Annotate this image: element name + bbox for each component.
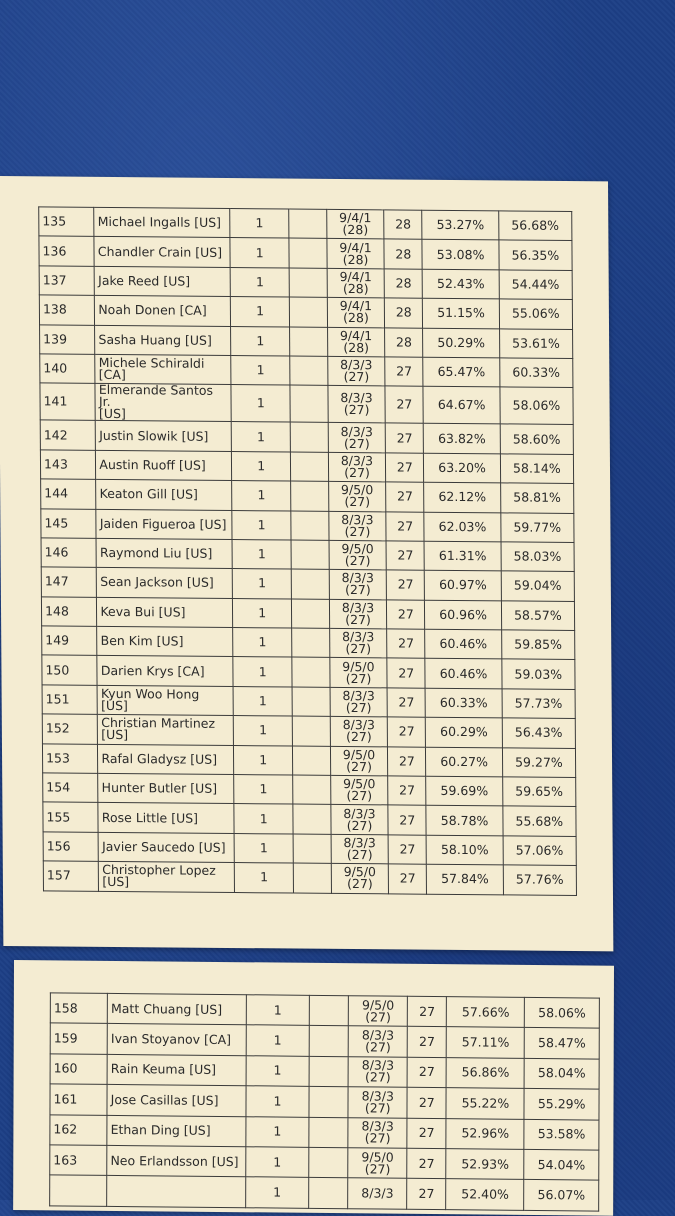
match-points-cell: 1 — [246, 1116, 309, 1147]
match-points-cell: 1 — [233, 716, 292, 746]
opp-match-win-pct-cell: 59.69% — [426, 776, 502, 806]
opp-match-win-pct-cell: 60.46% — [425, 659, 501, 689]
player-name-cell: Jose Casillas [US] — [107, 1085, 246, 1117]
match-points-cell: 1 — [246, 1147, 309, 1178]
opp-game-win-pct-cell: 59.03% — [502, 659, 575, 689]
opp-match-win-pct-cell: 55.22% — [446, 1088, 524, 1119]
points-cell: 27 — [386, 482, 424, 512]
opp-game-win-pct-cell: 57.06% — [503, 836, 576, 866]
match-points-cell: 1 — [232, 510, 291, 540]
opp-game-win-pct-cell: 56.07% — [524, 1180, 599, 1211]
opp-game-win-pct-cell: 60.33% — [499, 358, 572, 388]
table-row — [42, 685, 575, 719]
table-row — [43, 861, 576, 895]
record-cell: 8/3/3 (27) — [330, 687, 388, 717]
points-cell: 27 — [386, 453, 424, 483]
opp-match-win-pct-cell: 60.29% — [426, 717, 502, 747]
opp-match-win-pct-cell: 65.47% — [423, 357, 499, 387]
player-name-cell: Jake Reed [US] — [94, 266, 230, 297]
match-points-cell: 1 — [231, 355, 290, 385]
rank-cell: 137 — [39, 266, 95, 296]
table-row — [39, 266, 572, 300]
player-name-cell: Justin Slowik [US] — [96, 421, 232, 452]
points-cell: 27 — [388, 864, 426, 894]
record-cell: 9/5/0 (27) — [331, 864, 389, 894]
match-points-cell: 1 — [232, 481, 291, 511]
record-cell: 8/3/3 (27) — [329, 599, 387, 629]
record-cell: 9/4/1 (28) — [327, 239, 385, 269]
table-row — [42, 743, 575, 777]
match-points-cell: 1 — [230, 238, 289, 268]
points-cell: 28 — [384, 210, 422, 240]
rank-cell: 154 — [43, 773, 99, 803]
player-name-cell: Jaiden Figueroa [US] — [96, 509, 232, 540]
blank-cell — [309, 1087, 349, 1118]
opp-game-win-pct-cell: 56.43% — [502, 718, 575, 748]
player-name-cell: Kyun Woo Hong [US] — [97, 685, 233, 716]
record-cell: 9/5/0 (27) — [348, 1148, 407, 1179]
table-row — [41, 597, 574, 631]
player-name-cell: Matt Chuang [US] — [107, 993, 246, 1025]
player-name-cell: Christopher Lopez [US] — [99, 862, 235, 893]
standings-table — [38, 206, 577, 895]
opp-match-win-pct-cell: 50.29% — [423, 328, 499, 358]
record-cell: 9/4/1 (28) — [327, 209, 385, 239]
player-name-cell: Sean Jackson [US] — [97, 568, 233, 599]
opp-match-win-pct-cell: 62.12% — [424, 482, 500, 512]
table-row — [40, 450, 573, 484]
record-cell: 9/5/0 (27) — [330, 746, 388, 776]
standings-table — [49, 992, 600, 1211]
table-row — [42, 626, 575, 660]
standings-sheet-2 — [13, 960, 614, 1216]
match-points-cell: 1 — [246, 1056, 309, 1087]
rank-cell: 142 — [40, 420, 96, 450]
match-points-cell: 1 — [232, 569, 291, 599]
rank-cell: 159 — [50, 1023, 107, 1054]
opp-game-win-pct-cell: 55.06% — [499, 299, 572, 329]
match-points-cell: 1 — [231, 326, 290, 356]
blank-cell — [290, 297, 328, 327]
player-name-cell: Elmerande Santos Jr. [US] — [95, 384, 231, 422]
rank-cell: 147 — [41, 567, 97, 597]
points-cell: 27 — [387, 688, 425, 718]
opp-game-win-pct-cell: 55.68% — [503, 806, 576, 836]
points-cell: 28 — [385, 298, 423, 328]
blank-cell — [308, 1147, 348, 1178]
record-cell: 9/4/1 (28) — [327, 298, 385, 328]
record-cell: 8/3/3 (27) — [331, 834, 389, 864]
opp-match-win-pct-cell: 57.66% — [447, 997, 525, 1028]
match-points-cell: 1 — [233, 628, 292, 658]
points-cell: 27 — [386, 570, 424, 600]
record-cell: 8/3/3 (27) — [349, 1026, 408, 1057]
points-cell: 28 — [384, 269, 422, 299]
table-row — [41, 479, 574, 513]
blank-cell — [289, 238, 327, 268]
blank-cell — [292, 687, 330, 717]
player-name-cell: Rose Little [US] — [98, 803, 234, 834]
match-points-cell: 1 — [234, 745, 293, 775]
player-name-cell: Chandler Crain [US] — [94, 237, 230, 268]
player-name-cell: Neo Erlandsson [US] — [107, 1145, 246, 1177]
rank-cell: 162 — [50, 1114, 107, 1145]
points-cell: 27 — [407, 1057, 446, 1088]
table-row — [40, 383, 573, 425]
player-name-cell: Christian Martinez [US] — [98, 715, 234, 746]
table-row — [41, 538, 574, 572]
standings-table-body — [39, 207, 577, 895]
blank-cell — [291, 452, 329, 482]
match-points-cell: 1 — [234, 804, 293, 834]
opp-game-win-pct-cell: 57.76% — [503, 865, 576, 895]
opp-match-win-pct-cell: 57.84% — [427, 864, 503, 894]
blank-cell — [291, 481, 329, 511]
blank-cell — [293, 804, 331, 834]
points-cell: 27 — [385, 357, 423, 387]
record-cell: 8/3/3 (27) — [348, 1056, 407, 1087]
record-cell: 8/3/3 (27) — [328, 423, 386, 453]
record-cell: 8/3/3 (27) — [331, 805, 389, 835]
rank-cell: 136 — [39, 236, 95, 266]
table-row — [50, 1175, 599, 1211]
match-points-cell: 1 — [230, 209, 289, 239]
player-name-cell: Austin Ruoff [US] — [96, 450, 232, 481]
rank-cell: 144 — [41, 479, 97, 509]
points-cell: 27 — [407, 1148, 446, 1179]
player-name-cell: Ethan Ding [US] — [107, 1115, 246, 1147]
opp-match-win-pct-cell: 60.96% — [425, 600, 501, 630]
table-row — [39, 236, 572, 270]
match-points-cell: 1 — [246, 995, 309, 1026]
opp-match-win-pct-cell: 52.93% — [446, 1149, 524, 1180]
rank-cell: 146 — [41, 538, 97, 568]
player-name-cell: Hunter Butler [US] — [98, 773, 234, 804]
rank-cell: 140 — [40, 354, 96, 384]
rank-cell: 148 — [41, 597, 97, 627]
player-name-cell: Ivan Stoyanov [CA] — [107, 1024, 246, 1056]
points-cell: 27 — [407, 1118, 446, 1149]
opp-match-win-pct-cell: 53.27% — [422, 210, 498, 240]
rank-cell: 141 — [40, 383, 96, 420]
blank-cell — [292, 658, 330, 688]
player-name-cell: Rafal Gladysz [US] — [98, 744, 234, 775]
rank-cell: 150 — [42, 655, 98, 685]
player-name-cell — [107, 1176, 246, 1208]
rank-cell: 155 — [43, 802, 99, 832]
table-row — [39, 207, 572, 241]
opp-game-win-pct-cell: 55.29% — [524, 1089, 599, 1120]
opp-match-win-pct-cell: 52.43% — [423, 269, 499, 299]
points-cell: 27 — [385, 423, 423, 453]
opp-game-win-pct-cell: 58.81% — [500, 483, 573, 513]
opp-game-win-pct-cell: 59.85% — [501, 630, 574, 660]
opp-game-win-pct-cell: 53.58% — [524, 1119, 599, 1150]
opp-match-win-pct-cell: 61.31% — [424, 541, 500, 571]
record-cell: 8/3/3 — [348, 1178, 407, 1209]
points-cell: 27 — [386, 511, 424, 541]
rank-cell: 152 — [42, 714, 98, 744]
blank-cell — [290, 356, 328, 386]
table-row — [42, 714, 575, 748]
player-name-cell: Darien Krys [CA] — [97, 656, 233, 687]
opp-match-win-pct-cell: 58.78% — [426, 806, 502, 836]
opp-match-win-pct-cell: 60.46% — [425, 629, 501, 659]
blank-cell — [309, 995, 349, 1026]
points-cell: 27 — [387, 600, 425, 630]
opp-match-win-pct-cell: 60.27% — [426, 747, 502, 777]
player-name-cell: Noah Donen [CA] — [95, 296, 231, 327]
table-row — [43, 832, 576, 866]
match-points-cell: 1 — [233, 657, 292, 687]
player-name-cell: Rain Keuma [US] — [107, 1054, 246, 1086]
points-cell: 27 — [386, 541, 424, 571]
record-cell: 8/3/3 (27) — [330, 717, 388, 747]
player-name-cell: Raymond Liu [US] — [96, 538, 232, 569]
opp-game-win-pct-cell: 58.47% — [525, 1028, 600, 1059]
opp-match-win-pct-cell: 60.33% — [425, 688, 501, 718]
match-points-cell: 1 — [233, 598, 292, 628]
points-cell: 27 — [387, 717, 425, 747]
match-points-cell: 1 — [231, 385, 290, 423]
match-points-cell: 1 — [234, 863, 293, 893]
record-cell: 8/3/3 (27) — [328, 356, 386, 386]
blank-cell — [289, 209, 327, 239]
opp-game-win-pct-cell: 58.60% — [500, 424, 573, 454]
player-name-cell: Michele Schiraldi [CA] — [95, 354, 231, 385]
record-cell: 8/3/3 (27) — [329, 570, 387, 600]
opp-game-win-pct-cell: 58.57% — [501, 601, 574, 631]
record-cell: 8/3/3 (27) — [348, 1117, 407, 1148]
blank-cell — [292, 628, 330, 658]
blank-cell — [294, 863, 332, 893]
opp-game-win-pct-cell: 57.73% — [502, 689, 575, 719]
opp-game-win-pct-cell: 59.65% — [502, 777, 575, 807]
blank-cell — [293, 746, 331, 776]
table-row — [39, 295, 572, 329]
standings-sheet-1 — [0, 176, 613, 951]
rank-cell: 138 — [39, 295, 95, 325]
opp-match-win-pct-cell: 51.15% — [423, 298, 499, 328]
points-cell: 27 — [388, 835, 426, 865]
points-cell: 27 — [388, 776, 426, 806]
opp-game-win-pct-cell: 56.35% — [499, 240, 572, 270]
points-cell: 27 — [407, 996, 446, 1027]
record-cell: 9/5/0 (27) — [329, 540, 387, 570]
rank-cell: 157 — [43, 861, 99, 891]
standings-table-body — [50, 993, 600, 1211]
record-cell: 8/3/3 (27) — [348, 1087, 407, 1118]
points-cell: 27 — [387, 658, 425, 688]
rank-cell: 151 — [42, 685, 98, 715]
record-cell: 9/4/1 (28) — [327, 327, 385, 357]
blank-cell — [292, 569, 330, 599]
points-cell: 28 — [385, 327, 423, 357]
blank-cell — [309, 1117, 349, 1148]
table-row — [43, 773, 576, 807]
points-cell: 27 — [388, 805, 426, 835]
match-points-cell: 1 — [246, 1025, 309, 1056]
rank-cell: 163 — [50, 1145, 107, 1176]
rank-cell: 158 — [50, 993, 107, 1024]
opp-game-win-pct-cell: 58.06% — [500, 387, 574, 425]
player-name-cell: Michael Ingalls [US] — [94, 207, 230, 238]
rank-cell: 145 — [41, 508, 97, 538]
record-cell: 8/3/3 (27) — [329, 628, 387, 658]
record-cell: 8/3/3 (27) — [328, 452, 386, 482]
opp-match-win-pct-cell: 62.03% — [424, 512, 500, 542]
match-points-cell: 1 — [232, 539, 291, 569]
blank-cell — [292, 599, 330, 629]
player-name-cell: Keaton Gill [US] — [96, 479, 232, 510]
record-cell: 9/5/0 (27) — [328, 481, 386, 511]
rank-cell: 153 — [42, 743, 98, 773]
rank-cell: 135 — [39, 207, 95, 237]
opp-game-win-pct-cell: 58.06% — [525, 997, 600, 1028]
blank-cell — [289, 268, 327, 298]
rank-cell: 139 — [40, 324, 96, 354]
blank-cell — [291, 511, 329, 541]
points-cell: 27 — [387, 629, 425, 659]
opp-game-win-pct-cell: 58.03% — [501, 542, 574, 572]
record-cell: 9/5/0 (27) — [330, 658, 388, 688]
rank-cell: 143 — [40, 450, 96, 480]
opp-match-win-pct-cell: 52.96% — [446, 1118, 524, 1149]
record-cell: 9/5/0 (27) — [349, 996, 408, 1027]
record-cell: 8/3/3 (27) — [328, 386, 386, 424]
opp-match-win-pct-cell: 64.67% — [423, 387, 500, 425]
table-row — [40, 324, 573, 358]
blank-cell — [293, 716, 331, 746]
record-cell: 8/3/3 (27) — [329, 511, 387, 541]
opp-match-win-pct-cell: 63.82% — [424, 424, 500, 454]
opp-game-win-pct-cell: 59.77% — [501, 512, 574, 542]
match-points-cell: 1 — [234, 833, 293, 863]
blank-cell — [309, 1056, 349, 1087]
blank-cell — [290, 385, 328, 422]
points-cell: 27 — [385, 386, 423, 423]
points-cell: 27 — [407, 1027, 446, 1058]
blank-cell — [291, 540, 329, 570]
table-row — [42, 655, 575, 689]
blank-cell — [293, 775, 331, 805]
rank-cell: 161 — [50, 1084, 107, 1115]
opp-match-win-pct-cell: 57.11% — [447, 1027, 525, 1058]
player-name-cell: Ben Kim [US] — [97, 626, 233, 657]
rank-cell: 160 — [50, 1054, 107, 1085]
opp-match-win-pct-cell: 52.40% — [446, 1179, 524, 1210]
blank-cell — [291, 422, 329, 452]
opp-match-win-pct-cell: 56.86% — [447, 1057, 525, 1088]
rank-cell: 156 — [43, 832, 99, 862]
points-cell: 27 — [407, 1087, 446, 1118]
table-row — [41, 567, 574, 601]
player-name-cell: Javier Saucedo [US] — [98, 832, 234, 863]
record-cell: 9/5/0 (27) — [330, 775, 388, 805]
opp-match-win-pct-cell: 58.10% — [427, 835, 503, 865]
blank-cell — [290, 327, 328, 357]
opp-game-win-pct-cell: 56.68% — [498, 211, 571, 241]
points-cell: 27 — [388, 747, 426, 777]
opp-match-win-pct-cell: 60.97% — [425, 570, 501, 600]
rank-cell: 149 — [42, 626, 98, 656]
points-cell: 28 — [384, 239, 422, 269]
opp-game-win-pct-cell: 53.61% — [499, 328, 572, 358]
points-cell: 27 — [407, 1179, 446, 1210]
opp-game-win-pct-cell: 59.04% — [501, 571, 574, 601]
table-row — [41, 508, 574, 542]
match-points-cell: 1 — [234, 775, 293, 805]
match-points-cell: 1 — [231, 422, 290, 452]
table-row — [43, 802, 576, 836]
match-points-cell: 1 — [230, 297, 289, 327]
opp-game-win-pct-cell: 58.14% — [500, 454, 573, 484]
opp-game-win-pct-cell: 59.27% — [502, 748, 575, 778]
opp-game-win-pct-cell: 54.44% — [499, 270, 572, 300]
match-points-cell: 1 — [246, 1177, 309, 1208]
player-name-cell: Sasha Huang [US] — [95, 325, 231, 356]
opp-game-win-pct-cell: 58.04% — [524, 1058, 599, 1089]
opp-match-win-pct-cell: 53.08% — [422, 240, 498, 270]
opp-game-win-pct-cell: 54.04% — [524, 1149, 599, 1180]
match-points-cell: 1 — [246, 1086, 309, 1117]
opp-match-win-pct-cell: 63.20% — [424, 453, 500, 483]
table-row — [40, 420, 573, 454]
record-cell: 9/4/1 (28) — [327, 268, 385, 298]
match-points-cell: 1 — [233, 686, 292, 716]
blank-cell — [308, 1178, 348, 1209]
rank-cell — [50, 1175, 107, 1206]
match-points-cell: 1 — [231, 451, 290, 481]
match-points-cell: 1 — [230, 267, 289, 297]
player-name-cell: Keva Bui [US] — [97, 597, 233, 628]
blank-cell — [309, 1026, 349, 1057]
blank-cell — [293, 834, 331, 864]
